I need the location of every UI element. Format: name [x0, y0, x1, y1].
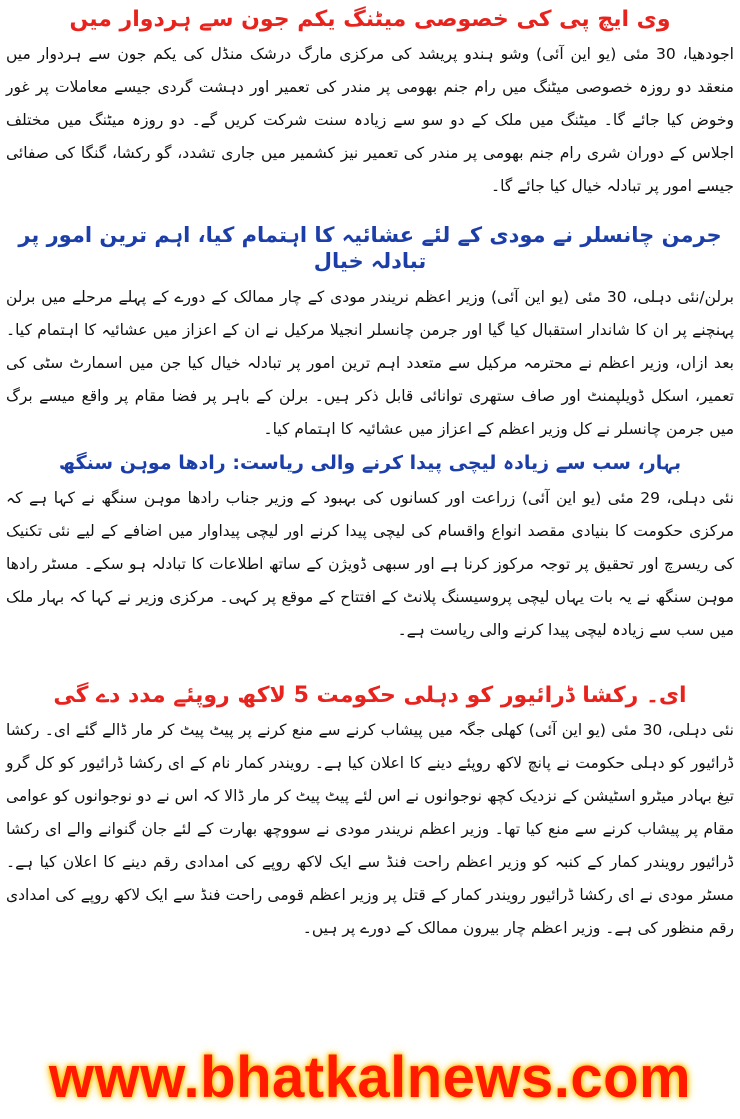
site-url-banner[interactable]: www.bhatkalnews.com — [48, 1045, 692, 1110]
article-body: برلن/نئی دہلی، 30 مئی (یو این آئی) وزیر اعظم نریندر مودی کے چار ممالک کے دورے کے پہلے مرحلے میں برلن پہنچنے پر ان کا شاندار استقبال کیا گیا اور جرمن چانسلر انجیلا مرکیل نے ان کے اعزاز میں عشائیہ کا اہتمام کیا۔ بعد ازاں، وزیر اعظم نے محترمہ مرکیل سے متعدد اہم ترین امور پر تبادلہ خیال کیا جن میں اسمارٹ سٹی کی تعمیر، اسکل ڈویلپمنٹ اور صاف ستھری توانائی قابل ذکر ہیں۔ برلن کے باہر پر فضا مقام پر واقع میسے برگ میں جرمن چانسلر نے کل وزیر اعظم کے اعزاز میں عشائیہ کا اہتمام کیا۔ — [6, 287, 734, 438]
article-vhp-meeting — [6, 0, 734, 218]
article-bihar-litchi — [6, 448, 734, 676]
article-erickshaw-driver — [6, 676, 734, 986]
article-headline: وی ایچ پی کی خصوصی میٹنگ یکم جون سے ہردوار میں — [69, 7, 671, 32]
article-headline: ای۔ رکشا ڈرائیور کو دہلی حکومت 5 لاکھ روپئے مدد دے گی — [53, 683, 687, 708]
article-headline: بہار، سب سے زیادہ لیچی پیدا کرنے والی ریاست: رادھا موہن سنگھ — [58, 452, 682, 474]
site-footer — [0, 1044, 740, 1111]
article-german-chancellor — [6, 218, 734, 448]
article-headline: جرمن چانسلر نے مودی کے لئے عشائیہ کا اہتمام کیا، اہم ترین امور پر تبادلہ خیال — [18, 223, 722, 274]
article-body: نئی دہلی، 30 مئی (یو این آئی) کھلی جگہ میں پیشاب کرنے سے منع کرنے پر پیٹ پیٹ کر مار ڈالے گئے ای۔ رکشا ڈرائیور کو دہلی حکومت نے پانچ لاکھ روپئے دینے کا اعلان کیا ہے۔ رویندر کمار نام کے ای رکشا ڈرائیور کو کل گرو تیغ بہادر میٹرو اسٹیشن کے نزدیک کچھ نوجوانوں نے اس لئے پیٹ پیٹ کر مار ڈالا کہ اس نے دو نوجوانوں کو عوامی مقام پر پیشاب کرنے سے منع کیا تھا۔ وزیر اعظم نریندر مودی نے سووچھ بھارت کے لئے جان گنوانے والے ای رکشا ڈرائیور رویندر کمار کے کنبہ کو وزیر اعظم راحت فنڈ سے ایک لاکھ روپے کی امدادی رقم دینے کا اعلان کیا ہے۔ مسٹر مودی نے ای رکشا ڈرائیور رویندر کمار کے قتل پر وزیر اعظم قومی راحت فنڈ سے ایک لاکھ روپے کی امدادی رقم منظور کی ہے۔ وزیر اعظم چار بیرون ممالک کے دورے پر ہیں۔ — [6, 720, 734, 937]
article-body: نئی دہلی، 29 مئی (یو این آئی) زراعت اور کسانوں کی بہبود کے وزیر جناب رادھا موہن سنگھ نے کہا ہے کہ مرکزی حکومت کا بنیادی مقصد انواع واقسام کی لیچی پیدا کرنے اور لیچی پیداوار میں اضافے کے لیے نئی تکنیک کی ریسرچ اور تحقیق پر توجہ مرکوز کرنا ہے اور سبھی ڈویژن کے ساتھ اطلاعات کا تبادلہ ہو سکے۔ مسٹر رادھا موہن سنگھ نے یہ بات یہاں لیچی پروسیسنگ پلانٹ کے افتتاح کے موقع پر کہی۔ مرکزی وزیر نے کہا کہ بہار ملک میں سب سے زیادہ لیچی پیدا کرنے والی ریاست ہے۔ — [6, 488, 734, 639]
article-body: اجودھیا، 30 مئی (یو این آئی) وشو ہندو پریشد کی مرکزی مارگ درشک منڈل کی یکم جون سے ہردوار میں منعقد دو روزہ خصوصی میٹنگ میں رام جنم بھومی پر مندر کی تعمیر اور دہشت گردی جیسے معاملات پر غور وخوض کیا جائے گا۔ میٹنگ میں ملک کے دو سو سے زیادہ سنت شرکت کریں گے۔ دو روزہ میٹنگ میں مختلف اجلاس کے دوران شری رام جنم بھومی پر مندر کی تعمیر نیز کشمیر میں جاری تشدد، گو رکشا، گنگا کی صفائی جیسے امور پر تبادلہ خیال کیا جائے گا۔ — [6, 44, 734, 195]
